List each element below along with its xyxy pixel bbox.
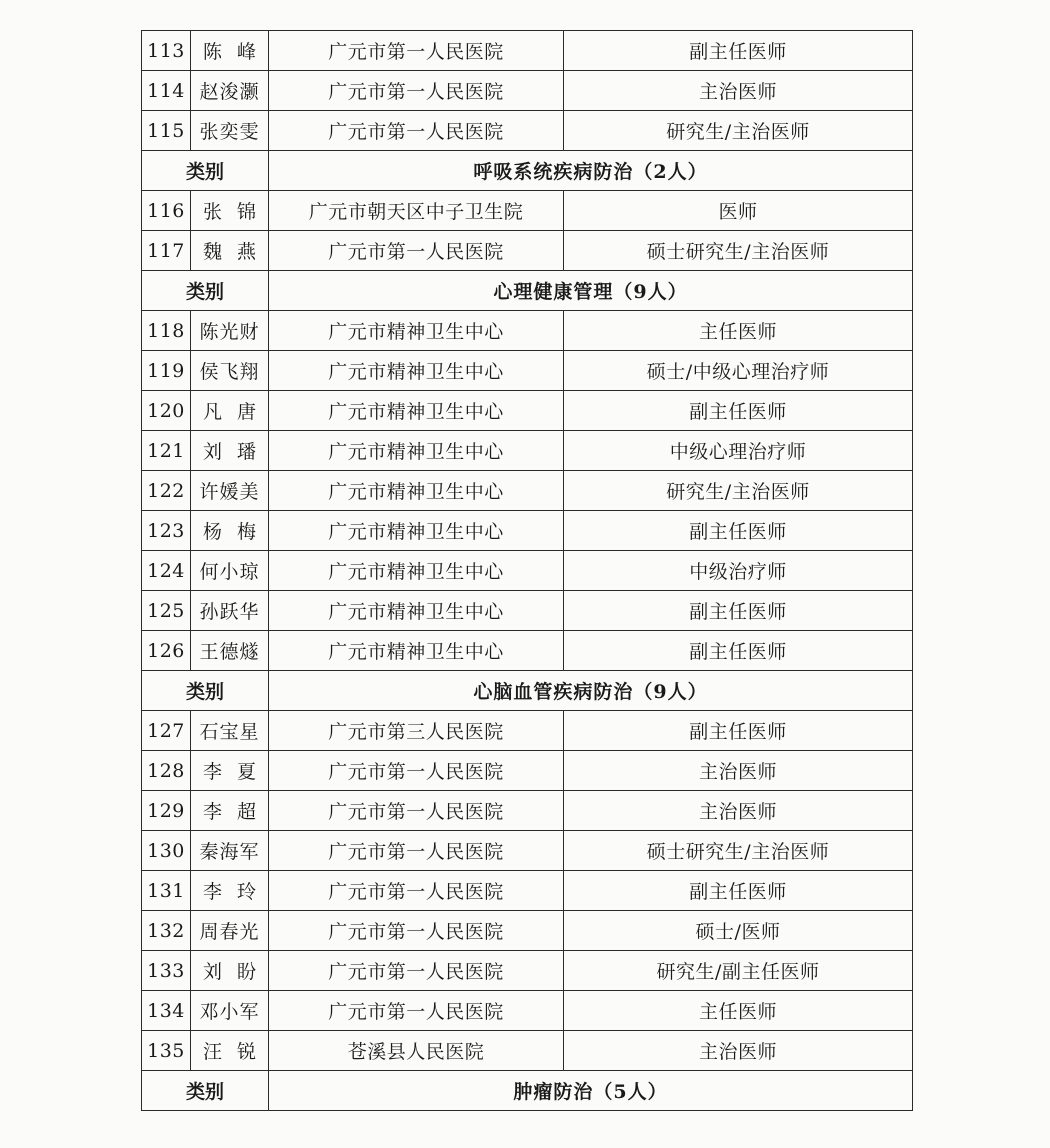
table-row: [142, 631, 913, 671]
table-row: [142, 791, 913, 831]
table-row: [142, 231, 913, 271]
roster-table-body: [142, 31, 913, 1111]
person-name: 王德燧: [191, 631, 269, 671]
professional-title: 医师: [564, 191, 913, 231]
person-name: 凡唐: [191, 391, 269, 431]
work-unit: 广元市第一人民医院: [269, 871, 564, 911]
category-label: 类别: [142, 151, 269, 191]
person-name: 陈峰: [191, 31, 269, 71]
work-unit: 广元市第一人民医院: [269, 911, 564, 951]
row-number: 125: [142, 591, 191, 631]
category-row: [142, 1071, 913, 1111]
professional-title: 研究生/主治医师: [564, 471, 913, 511]
work-unit: 广元市精神卫生中心: [269, 311, 564, 351]
person-name: 汪锐: [191, 1031, 269, 1071]
table-row: [142, 391, 913, 431]
professional-title: 副主任医师: [564, 631, 913, 671]
professional-title: 主任医师: [564, 991, 913, 1031]
professional-title: 副主任医师: [564, 31, 913, 71]
category-value: 心脑血管疾病防治（9人）: [269, 671, 913, 711]
row-number: 131: [142, 871, 191, 911]
category-label: 类别: [142, 671, 269, 711]
professional-title: 硕士/中级心理治疗师: [564, 351, 913, 391]
category-value: 呼吸系统疾病防治（2人）: [269, 151, 913, 191]
person-name: 张奕雯: [191, 111, 269, 151]
professional-title: 中级心理治疗师: [564, 431, 913, 471]
table-row: [142, 111, 913, 151]
table-row: [142, 951, 913, 991]
table-row: [142, 911, 913, 951]
professional-title: 硕士研究生/主治医师: [564, 831, 913, 871]
work-unit: 广元市精神卫生中心: [269, 551, 564, 591]
row-number: 120: [142, 391, 191, 431]
person-name: 周春光: [191, 911, 269, 951]
table-row: [142, 351, 913, 391]
table-row: [142, 991, 913, 1031]
category-row: [142, 671, 913, 711]
table-row: [142, 431, 913, 471]
person-name: 张锦: [191, 191, 269, 231]
category-label: 类别: [142, 1071, 269, 1111]
work-unit: 苍溪县人民医院: [269, 1031, 564, 1071]
category-row: [142, 151, 913, 191]
professional-title: 研究生/主治医师: [564, 111, 913, 151]
row-number: 132: [142, 911, 191, 951]
person-name: 邓小军: [191, 991, 269, 1031]
work-unit: 广元市第一人民医院: [269, 831, 564, 871]
table-row: [142, 871, 913, 911]
work-unit: 广元市精神卫生中心: [269, 391, 564, 431]
row-number: 119: [142, 351, 191, 391]
person-name: 刘盼: [191, 951, 269, 991]
row-number: 114: [142, 71, 191, 111]
person-name: 刘璠: [191, 431, 269, 471]
table-row: [142, 31, 913, 71]
table-row: [142, 311, 913, 351]
person-name: 何小琼: [191, 551, 269, 591]
table-row: [142, 1031, 913, 1071]
person-name: 李夏: [191, 751, 269, 791]
work-unit: 广元市第一人民医院: [269, 71, 564, 111]
person-name: 侯飞翔: [191, 351, 269, 391]
row-number: 116: [142, 191, 191, 231]
row-number: 123: [142, 511, 191, 551]
row-number: 134: [142, 991, 191, 1031]
person-name: 秦海军: [191, 831, 269, 871]
work-unit: 广元市朝天区中子卫生院: [269, 191, 564, 231]
table-row: [142, 71, 913, 111]
row-number: 129: [142, 791, 191, 831]
table-row: [142, 711, 913, 751]
professional-title: 主治医师: [564, 751, 913, 791]
table-row: [142, 551, 913, 591]
professional-title: 副主任医师: [564, 711, 913, 751]
person-name: 李玲: [191, 871, 269, 911]
row-number: 130: [142, 831, 191, 871]
table-row: [142, 471, 913, 511]
work-unit: 广元市精神卫生中心: [269, 351, 564, 391]
professional-title: 主治医师: [564, 1031, 913, 1071]
work-unit: 广元市精神卫生中心: [269, 471, 564, 511]
person-name: 孙跃华: [191, 591, 269, 631]
professional-title: 硕士/医师: [564, 911, 913, 951]
row-number: 121: [142, 431, 191, 471]
professional-title: 副主任医师: [564, 871, 913, 911]
row-number: 133: [142, 951, 191, 991]
person-name: 许媛美: [191, 471, 269, 511]
table-row: [142, 591, 913, 631]
work-unit: 广元市第一人民医院: [269, 751, 564, 791]
category-value: 心理健康管理（9人）: [269, 271, 913, 311]
row-number: 122: [142, 471, 191, 511]
professional-title: 副主任医师: [564, 511, 913, 551]
work-unit: 广元市第一人民医院: [269, 991, 564, 1031]
work-unit: 广元市精神卫生中心: [269, 431, 564, 471]
work-unit: 广元市第一人民医院: [269, 791, 564, 831]
work-unit: 广元市第一人民医院: [269, 951, 564, 991]
work-unit: 广元市第一人民医院: [269, 111, 564, 151]
professional-title: 主任医师: [564, 311, 913, 351]
professional-title: 副主任医师: [564, 591, 913, 631]
row-number: 135: [142, 1031, 191, 1071]
row-number: 124: [142, 551, 191, 591]
work-unit: 广元市第三人民医院: [269, 711, 564, 751]
person-name: 魏燕: [191, 231, 269, 271]
person-name: 赵浚灏: [191, 71, 269, 111]
professional-title: 主治医师: [564, 71, 913, 111]
work-unit: 广元市精神卫生中心: [269, 591, 564, 631]
work-unit: 广元市第一人民医院: [269, 231, 564, 271]
row-number: 117: [142, 231, 191, 271]
category-label: 类别: [142, 271, 269, 311]
professional-title: 主治医师: [564, 791, 913, 831]
category-row: [142, 271, 913, 311]
professional-title: 中级治疗师: [564, 551, 913, 591]
roster-table: [141, 30, 913, 1111]
person-name: 陈光财: [191, 311, 269, 351]
person-name: 杨梅: [191, 511, 269, 551]
work-unit: 广元市第一人民医院: [269, 31, 564, 71]
work-unit: 广元市精神卫生中心: [269, 631, 564, 671]
row-number: 118: [142, 311, 191, 351]
person-name: 李超: [191, 791, 269, 831]
professional-title: 副主任医师: [564, 391, 913, 431]
row-number: 113: [142, 31, 191, 71]
table-row: [142, 511, 913, 551]
table-row: [142, 831, 913, 871]
row-number: 126: [142, 631, 191, 671]
row-number: 127: [142, 711, 191, 751]
row-number: 115: [142, 111, 191, 151]
professional-title: 硕士研究生/主治医师: [564, 231, 913, 271]
person-name: 石宝星: [191, 711, 269, 751]
table-row: [142, 191, 913, 231]
professional-title: 研究生/副主任医师: [564, 951, 913, 991]
table-row: [142, 751, 913, 791]
work-unit: 广元市精神卫生中心: [269, 511, 564, 551]
row-number: 128: [142, 751, 191, 791]
category-value: 肿瘤防治（5人）: [269, 1071, 913, 1111]
